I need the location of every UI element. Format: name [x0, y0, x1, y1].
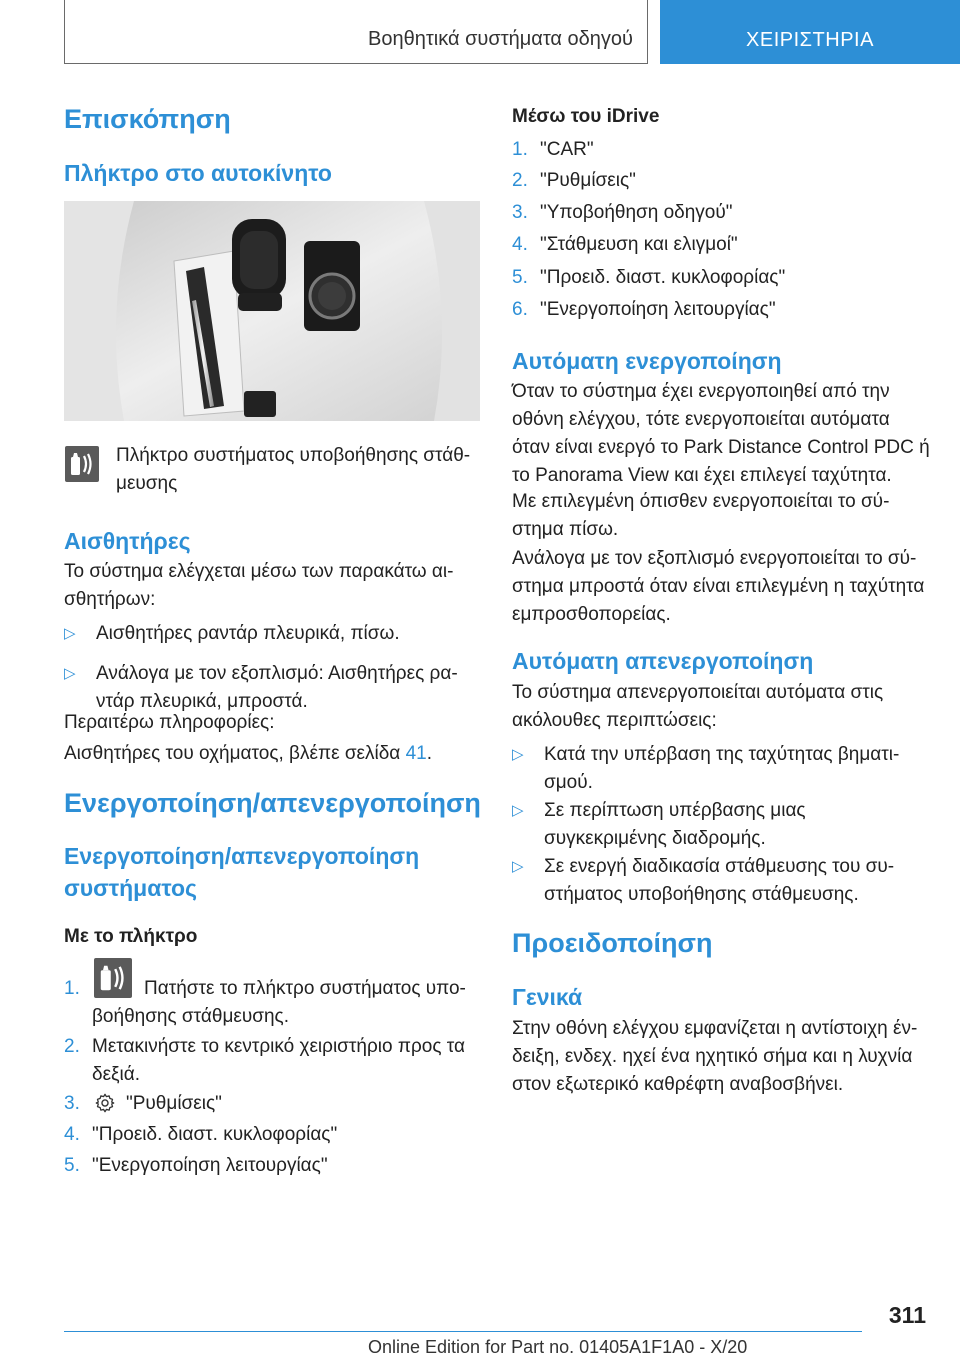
page-number: 311: [888, 1302, 926, 1328]
heading-button-in-car: Πλήκτρο στο αυτοκίνητο: [64, 160, 332, 186]
icon-caption: Πλήκτρο συστήματος υποβοήθησης στάθ‐μευσης: [116, 445, 471, 494]
more-info-label: Περαιτέρω πληροφορίες:: [64, 712, 275, 733]
auto-activation-paragraph-1: Όταν το σύστημα έχει ενεργοποιηθεί από την οθόνη ελέγχου, τότε ενεργοποιείται αυτόματα όταν είναι ενεργό το Park Distance Control PDC ή το Panorama View και έχει επιλεγεί ταχύτητα.: [512, 381, 930, 486]
heading-activation-system: Ενεργοποίηση/απενεργοποίηση συστήματος: [64, 843, 420, 901]
list-item: 1. Πατήστε το πλήκτρο συστήματος υπο‐βοήθησης στάθμευσης.: [64, 975, 480, 1031]
sensors-intro: Το σύστημα ελέγχεται μέσω των παρακάτω αι‐σθητήρων:: [64, 561, 454, 610]
list-item: ▷ Αισθητήρες ραντάρ πλευρικά, πίσω.: [64, 620, 480, 648]
list-item: 2. "Ρυθμίσεις": [512, 170, 636, 191]
list-item: 5. "Προειδ. διαστ. κυκλοφορίας": [512, 267, 786, 288]
triangle-bullet-icon: ▷: [512, 858, 524, 875]
list-item: ▷ Ανάλογα με τον εξοπλισμό: Αισθητήρες ρα‐ντάρ πλευρικά, μπροστά.: [64, 660, 480, 716]
heading-overview: Επισκόπηση: [64, 104, 231, 134]
section-tab-label: ΧΕΙΡΙΣΤΗΡΙΑ: [746, 29, 874, 51]
page-link-41[interactable]: 41: [405, 743, 427, 764]
with-button-label: Με το πλήκτρο: [64, 926, 198, 947]
heading-activation: Ενεργοποίηση/απενεργοποίηση: [64, 788, 481, 818]
heading-auto-activation: Αυτόματη ενεργοποίηση: [512, 348, 782, 374]
heading-auto-deactivation: Αυτόματη απενεργοποίηση: [512, 648, 814, 674]
list-item: 4. "Προειδ. διαστ. κυκλοφορίας": [64, 1124, 338, 1145]
triangle-bullet-icon: ▷: [512, 802, 524, 819]
heading-general: Γενικά: [512, 984, 583, 1010]
heading-warning: Προειδοποίηση: [512, 928, 713, 958]
list-item: 4. "Στάθμευση και ελιγμοί": [512, 234, 738, 255]
list-item: 1. "CAR": [512, 139, 594, 160]
section-tab[interactable]: [660, 0, 960, 64]
list-item: ▷ Κατά την υπέρβαση της ταχύτητας βηματι‐σμού.: [512, 741, 932, 797]
control-console-photo: [64, 201, 480, 421]
via-idrive-label: Μέσω του iDrive: [512, 106, 660, 127]
heading-sensors: Αισθητήρες: [64, 528, 191, 554]
list-item: 5. "Ενεργοποίηση λειτουργίας": [64, 1155, 328, 1176]
list-item: 3. "Υποβοήθηση οδηγού": [512, 202, 733, 223]
list-item: 3. "Ρυθμίσεις": [64, 1093, 222, 1114]
list-item: 6. "Ενεργοποίηση λειτουργίας": [512, 299, 776, 320]
triangle-bullet-icon: ▷: [512, 746, 524, 763]
general-paragraph: Στην οθόνη ελέγχου εμφανίζεται η αντίστοιχη έν‐δειξη, ενδεχ. ηχεί ένα ηχητικό σήμα και η λυχνία στον εξωτερικό καθρέφτη αναβοσβήνει.: [512, 1018, 918, 1095]
auto-activation-paragraph-3: Ανάλογα με τον εξοπλισμό ενεργοποιείται το σύ‐στημα μπροστά όταν είναι επιλεγμένη η ταχύτητα εμπροσθοπορείας.: [512, 548, 925, 625]
edition-footer: Online Edition for Part no. 01405A1F1A0 - X/20: [368, 1337, 748, 1357]
list-item: 2. Μετακινήστε το κεντρικό χειριστήριο προς τα δεξιά.: [64, 1036, 465, 1085]
console-illustration: [64, 201, 480, 421]
triangle-bullet-icon: ▷: [64, 665, 76, 682]
park-assist-button-icon: [65, 446, 99, 482]
chapter-title: Βοηθητικά συστήματα οδηγού: [368, 28, 633, 50]
header-frame: [64, 0, 648, 64]
sensors-reference: Αισθητήρες του οχήματος, βλέπε σελίδα 41.: [64, 743, 432, 764]
triangle-bullet-icon: ▷: [64, 625, 76, 642]
list-item: ▷ Σε ενεργή διαδικασία στάθμευσης του συ‐στήματος υποβοήθησης στάθμευσης.: [512, 853, 932, 909]
footer-divider: [64, 1331, 862, 1332]
auto-activation-paragraph-2: Με επιλεγμένη όπισθεν ενεργοποιείται το σύ‐στημα πίσω.: [512, 491, 890, 540]
settings-gear-icon: [94, 1092, 116, 1114]
auto-deactivation-intro: Το σύστημα απενεργοποιείται αυτόματα στις ακόλουθες περιπτώσεις:: [512, 682, 884, 731]
list-item: ▷ Σε περίπτωση υπέρβασης μιας συγκεκριμένης διαδρομής.: [512, 797, 932, 853]
